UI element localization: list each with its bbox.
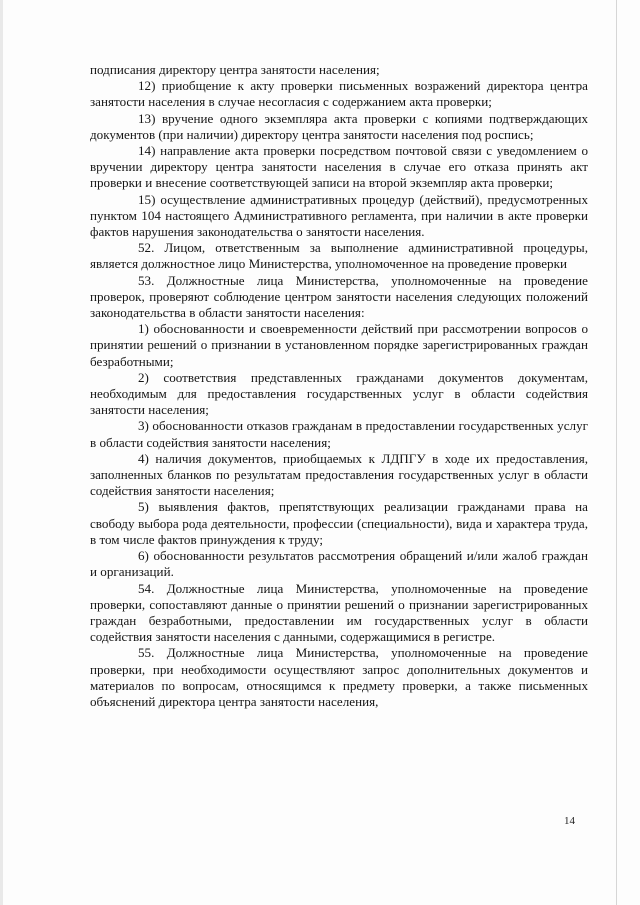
paragraph-subitem-1: 1) обоснованности и своевременности действий при рассмотрении вопросов о принятии решений о признании в установленном порядке зарегистрированных граждан безработными; <box>90 321 588 369</box>
scan-edge-shadow <box>0 0 3 905</box>
paragraph-subitem-3: 3) обоснованности отказов гражданам в предоставлении государственных услуг в области содействия занятости населения; <box>90 418 588 450</box>
paragraph-subitem-4: 4) наличия документов, приобщаемых к ЛДПГУ в ходе их предоставления, заполненных бланков по результатам предоставления государственных услуг в области содействия занятости населения; <box>90 450 588 499</box>
paragraph-clause-55: 55. Должностные лица Министерства, уполномоченные на проведение проверки, при необходимости осуществляют запрос дополнительных документов и материалов по вопросам, относящимся к предмету проверки, а также письменных объяснений директора центра занятости населения, <box>90 645 588 709</box>
paragraph-item-15: 15) осуществление административных процедур (действий), предусмотренных пунктом 104 настоящего Административного регламента, при наличии в акте проверки фактов нарушения законодательства о занятости населения. <box>90 191 588 240</box>
paragraph-continuation: подписания директору центра занятости населения; <box>90 62 380 77</box>
paragraph-item-13: 13) вручение одного экземпляра акта проверки с копиями подтверждающих документов (при наличии) директору центра занятости населения под роспись; <box>90 110 588 142</box>
scan-edge-line <box>616 0 617 905</box>
paragraph-subitem-5: 5) выявления фактов, препятствующих реализации гражданами права на свободу выбора рода деятельности, профессии (специальности), вида и характера труда, в том числе фактов принуждения к труду; <box>90 499 588 547</box>
document-body <box>90 62 588 710</box>
paragraph-clause-53: 53. Должностные лица Министерства, уполномоченные на проведение проверок, проверяют соблюдение центром занятости населения следующих положений законодательства в области занятости населения: <box>90 272 588 321</box>
paragraph-clause-52: 52. Лицом, ответственным за выполнение административной процедуры, является должностное лицо Министерства, уполномоченное на проведение проверки <box>90 240 588 272</box>
paragraph-subitem-2: 2) соответствия представленных гражданами документов документам, необходимым для предоставления государственных услуг в области содействия занятости населения; <box>90 369 588 418</box>
page-number: 14 <box>564 815 575 827</box>
paragraph-clause-54: 54. Должностные лица Министерства, уполномоченные на проведение проверки, сопоставляют данные о принятии решений о признании зарегистрированных граждан безработными, предоставлении им государственных услуг в области содействия занятости населения с данными, содержащимися в регистре. <box>90 580 588 645</box>
paragraph-item-14: 14) направление акта проверки посредством почтовой связи с уведомлением о вручении директору центра занятости населения в случае его отказа принять акт проверки и внесение соответствующей записи на второй экземпляр акта проверки; <box>90 143 588 191</box>
paragraph-subitem-6: 6) обоснованности результатов рассмотрения обращений и/или жалоб граждан и организаций. <box>90 548 588 580</box>
paragraph-item-12: 12) приобщение к акту проверки письменных возражений директора центра занятости населения в случае несогласия с содержанием акта проверки; <box>90 78 588 110</box>
